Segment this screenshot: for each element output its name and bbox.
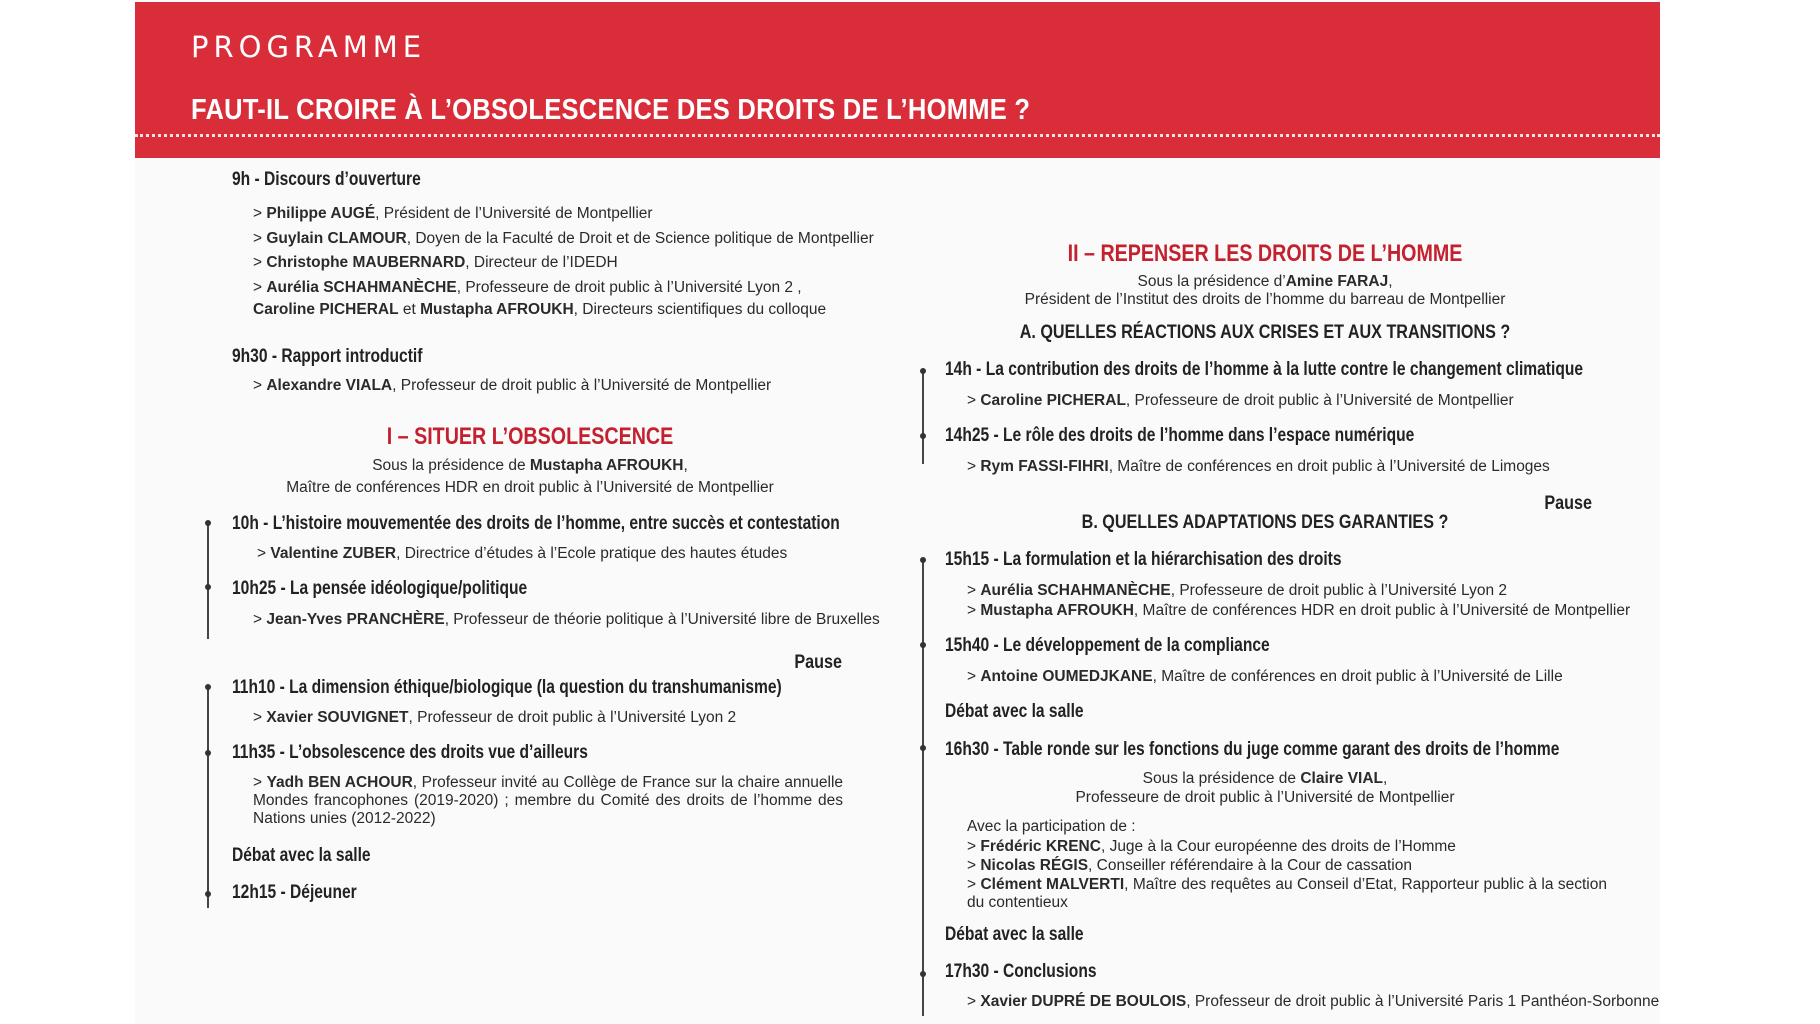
speaker-role: , Professeur de droit public à l’Université Paris 1 Panthéon-Sorbonne — [1186, 993, 1660, 1010]
pause-label: Pause — [1544, 493, 1592, 514]
section-2-title: II – REPENSER LES DROITS DE L’HOMME — [1067, 240, 1463, 267]
timeline-line — [922, 561, 924, 1016]
subsection-a-title: A. QUELLES RÉACTIONS AUX CRISES ET AUX TRANSITIONS ? — [1019, 322, 1511, 343]
speaker-name: Jean-Yves PRANCHÈRE — [266, 611, 445, 628]
debate-label: Débat avec la salle — [945, 924, 1084, 945]
participants-intro: Avec la participation de : — [967, 818, 1136, 835]
speaker-role: , Juge à la Cour européenne des droits de l’Homme — [1100, 838, 1456, 855]
chair-prefix: Sous la présidence d’ — [1137, 273, 1286, 290]
session-1540-heading: 15h40 - Le développement de la compliance — [945, 635, 1270, 656]
header-banner — [135, 2, 1660, 158]
speaker-name: Caroline PICHERAL — [980, 392, 1126, 409]
speaker-role: , Directrice d’études à l’Ecole pratique des hautes études — [396, 545, 788, 562]
session-1110-heading: 11h10 - La dimension éthique/biologique (la question du transhumanisme) — [232, 677, 782, 698]
section-2-chair — [950, 273, 1580, 291]
timeline-dot — [920, 642, 926, 648]
speaker-line: > Christophe MAUBERNARD, Directeur de l’IDEDH — [253, 254, 618, 271]
programme-title: FAUT-IL CROIRE À L’OBSOLESCENCE DES DROITS DE L’HOMME ? — [191, 94, 1031, 126]
speaker-line: > Valentine ZUBER, Directrice d’études à l’Ecole pratique des hautes études — [257, 545, 788, 562]
speaker-name: Valentine ZUBER — [270, 545, 397, 562]
speaker-line — [253, 301, 826, 319]
speaker-name: Philippe AUGÉ — [266, 205, 376, 222]
speaker-name: Guylain CLAMOUR — [266, 230, 407, 247]
subsection-b-title: B. QUELLES ADAPTATIONS DES GARANTIES ? — [1081, 512, 1449, 533]
speaker-line: > Nicolas RÉGIS, Conseiller référendaire à la Cour de cassation — [967, 857, 1412, 874]
speaker-name: Caroline PICHERAL — [253, 301, 399, 318]
programme-sheet — [135, 0, 1660, 1024]
chair-name: Mustapha AFROUKH — [529, 457, 684, 474]
chair-comma: , — [683, 457, 688, 474]
timeline-line — [207, 523, 209, 639]
speaker-paragraph: > Clément MALVERTI, Maître des requêtes au Conseil d’Etat, Rapporteur public à la section du contentieux — [967, 876, 1607, 911]
speaker-role: , Conseiller référendaire à la Cour de cassation — [1088, 857, 1412, 874]
session-1515-heading: 15h15 - La formulation et la hiérarchisation des droits — [945, 549, 1342, 570]
speaker-line: > Aurélia SCHAHMANÈCHE, Professeure de droit public à l’Université Lyon 2 — [967, 582, 1507, 599]
speaker-role: , Professeur invité au Collège de France sur la chaire annuelle Mondes francophones (2019-2020) ; membre du Comité des droits de l’homme des Nations unies (2012-2022) — [253, 774, 844, 827]
speaker-name: Christophe MAUBERNARD — [266, 254, 466, 271]
speaker-name: Mustapha AFROUKH — [420, 301, 574, 318]
session-14h-heading: 14h - La contribution des droits de l’homme à la lutte contre le changement climatique — [945, 359, 1584, 380]
dotted-divider — [135, 134, 1660, 137]
chair-name: Amine FARAJ — [1285, 273, 1389, 290]
speaker-line: > Mustapha AFROUKH, Maître de conférences HDR en droit public à l’Université de Montpellier — [967, 602, 1631, 619]
pause-label: Pause — [794, 652, 842, 673]
speaker-name: Yadh BEN ACHOUR — [266, 774, 413, 791]
speaker-name: Antoine OUMEDJKANE — [980, 668, 1153, 685]
chair-prefix: Sous la présidence de — [1142, 770, 1301, 787]
session-9h-heading: 9h - Discours d’ouverture — [232, 169, 421, 190]
speaker-name: Nicolas RÉGIS — [980, 857, 1089, 874]
session-1215-heading: 12h15 - Déjeuner — [232, 882, 357, 903]
timeline-dot — [920, 745, 926, 751]
speaker-line: > Antoine OUMEDJKANE, Maître de conférences en droit public à l’Université de Lille — [967, 668, 1563, 685]
speaker-line: > Alexandre VIALA, Professeur de droit public à l’Université de Montpellier — [253, 377, 772, 394]
speaker-role: , Professeur de droit public à l’Université de Montpellier — [392, 377, 772, 394]
speaker-line: > Caroline PICHERAL, Professeure de droit public à l’Université de Montpellier — [967, 392, 1514, 409]
speaker-role: , Professeure de droit public à l’Université de Montpellier — [1125, 392, 1514, 409]
session-1425-heading: 14h25 - Le rôle des droits de l’homme dans l’espace numérique — [945, 425, 1415, 446]
session-1025-heading: 10h25 - La pensée idéologique/politique — [232, 578, 528, 599]
speaker-line: > Xavier SOUVIGNET, Professeur de droit public à l’Université Lyon 2 — [253, 709, 737, 726]
section-2-chair-role: Président de l’Institut des droits de l’homme du barreau de Montpellier — [1024, 291, 1506, 308]
speaker-name: Clément MALVERTI — [980, 876, 1125, 893]
timeline-dot — [205, 750, 211, 756]
session-930-heading: 9h30 - Rapport introductif — [232, 346, 423, 367]
speaker-paragraph: > Yadh BEN ACHOUR, Professeur invité au Collège de France sur la chaire annuelle Mondes francophones (2019-2020) ; membre du Comité des droits de l’homme des Nations unies (2012-2022) — [253, 774, 844, 827]
session-1135-heading: 11h35 - L’obsolescence des droits vue d’ailleurs — [232, 742, 588, 763]
speaker-name: Xavier SOUVIGNET — [266, 709, 409, 726]
speaker-name: Rym FASSI-FIHRI — [980, 458, 1109, 475]
debate-label: Débat avec la salle — [232, 845, 371, 866]
speaker-name: Mustapha AFROUKH — [980, 602, 1134, 619]
speaker-name: Aurélia SCHAHMANÈCHE — [266, 279, 457, 296]
timeline-dot — [920, 368, 926, 374]
session-1730-heading: 17h30 - Conclusions — [945, 961, 1097, 982]
speaker-name: Xavier DUPRÉ DE BOULOIS — [980, 993, 1187, 1010]
speaker-role: , Professeur de théorie politique à l’Université libre de Bruxelles — [444, 611, 880, 628]
timeline-dot — [205, 891, 211, 897]
session-10h-heading: 10h - L’histoire mouvementée des droits de l’homme, entre succès et contestation — [232, 513, 840, 534]
section-1-title: I – SITUER L’OBSOLESCENCE — [386, 423, 674, 450]
chair-prefix: Sous la présidence de — [372, 457, 530, 474]
chair-comma: , — [1388, 273, 1393, 290]
roundtable-chair — [950, 770, 1580, 788]
timeline-dot — [920, 433, 926, 439]
conjunction: et — [398, 301, 421, 318]
section-1-chair-role: Maître de conférences HDR en droit public à l’Université de Montpellier — [286, 479, 774, 496]
roundtable-chair-role: Professeure de droit public à l’Université de Montpellier — [1075, 789, 1455, 806]
timeline-dot — [205, 584, 211, 590]
speaker-line: > Frédéric KRENC, Juge à la Cour européenne des droits de l’Homme — [967, 838, 1456, 855]
speaker-role: , Maître de conférences en droit public à l’Université de Limoges — [1108, 458, 1550, 475]
section-1-chair — [230, 457, 830, 475]
speaker-line: > Guylain CLAMOUR, Doyen de la Faculté de Droit et de Science politique de Montpellier — [253, 230, 874, 247]
speaker-line: > Jean-Yves PRANCHÈRE, Professeur de théorie politique à l’Université libre de Bruxelles — [253, 611, 880, 628]
timeline-dot — [205, 520, 211, 526]
speaker-role: , Professeur de droit public à l’Université Lyon 2 — [408, 709, 737, 726]
timeline-line — [922, 372, 924, 464]
speaker-role: , Maître de conférences en droit public à l’Université de Lille — [1152, 668, 1563, 685]
debate-label: Débat avec la salle — [945, 701, 1084, 722]
speaker-role: , Professeure de droit public à l’Université Lyon 2 — [1170, 582, 1507, 599]
speaker-line: > Philippe AUGÉ, Président de l’Université de Montpellier — [253, 205, 653, 222]
speaker-role: , Maître des requêtes au Conseil d’Etat, Rapporteur public à la section du contentieux — [967, 876, 1607, 911]
speaker-line: > Xavier DUPRÉ DE BOULOIS, Professeur de droit public à l’Université Paris 1 Panthéon-Sorbonne — [967, 993, 1660, 1010]
timeline-dot — [205, 684, 211, 690]
speaker-role: , Directeur de l’IDEDH — [465, 254, 618, 271]
speaker-name: Alexandre VIALA — [266, 377, 393, 394]
speaker-line: > Aurélia SCHAHMANÈCHE, Professeure de droit public à l’Université Lyon 2 , — [253, 279, 802, 296]
speaker-role: , Professeure de droit public à l’Université Lyon 2 , — [456, 279, 802, 296]
chair-comma: , — [1383, 770, 1388, 787]
speaker-role: , Directeurs scientifiques du colloque — [573, 301, 827, 318]
session-1630-heading: 16h30 - Table ronde sur les fonctions du juge comme garant des droits de l’homme — [945, 739, 1560, 760]
programme-kicker: PROGRAMME — [191, 30, 427, 64]
chair-name: Claire VIAL — [1300, 770, 1384, 787]
timeline-dot — [920, 971, 926, 977]
speaker-line: > Rym FASSI-FIHRI, Maître de conférences en droit public à l’Université de Limoges — [967, 458, 1550, 475]
speaker-role: , Doyen de la Faculté de Droit et de Science politique de Montpellier — [406, 230, 874, 247]
speaker-role: , Maître de conférences HDR en droit public à l’Université de Montpellier — [1133, 602, 1631, 619]
timeline-dot — [920, 557, 926, 563]
speaker-name: Aurélia SCHAHMANÈCHE — [980, 582, 1171, 599]
timeline-line — [207, 688, 209, 908]
speaker-name: Frédéric KRENC — [980, 838, 1101, 855]
speaker-role: , Président de l’Université de Montpellier — [375, 205, 653, 222]
